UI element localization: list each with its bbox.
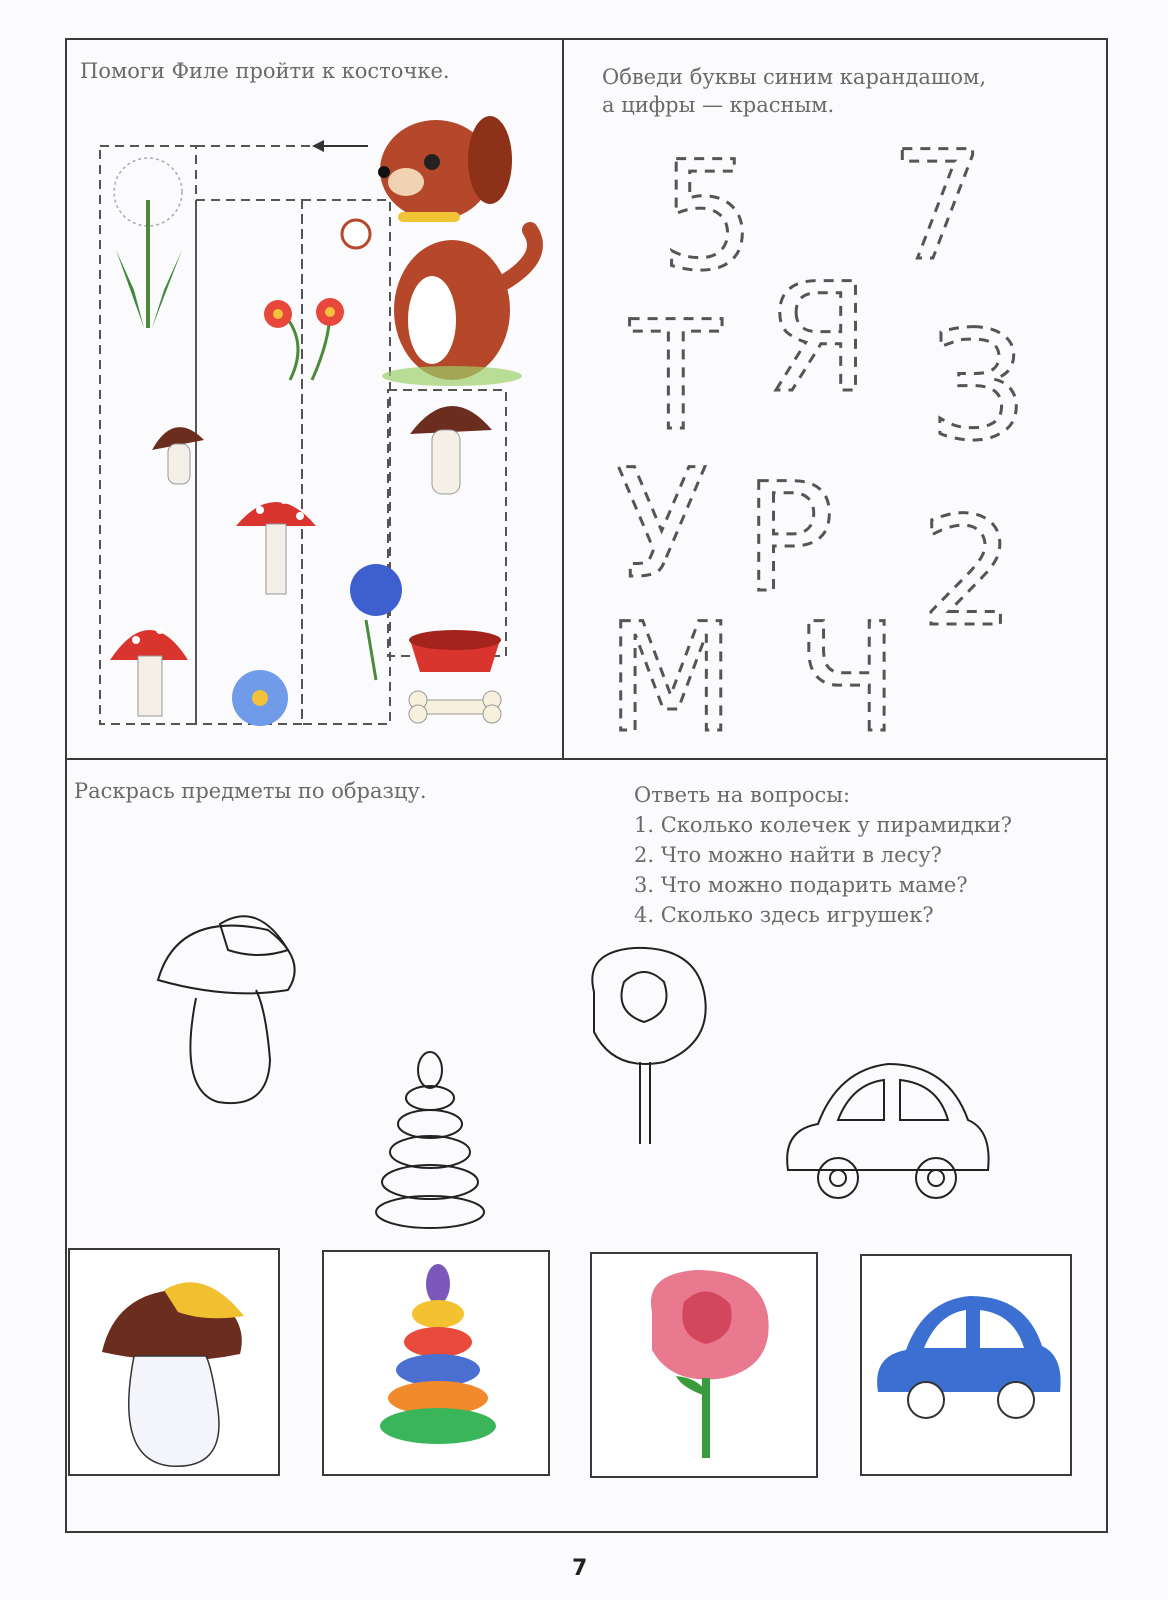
question-item: 4. Сколько здесь игрушек? — [634, 903, 934, 927]
red-flowers-icon — [264, 298, 344, 380]
outline-mushroom-icon[interactable] — [148, 890, 308, 1110]
question-item: 2. Что можно найти в лесу? — [634, 843, 942, 867]
cornflower-icon — [350, 564, 402, 680]
sample-box-pyramid — [322, 1250, 550, 1476]
pyramid-ring — [426, 1264, 450, 1304]
porcini-mushroom-icon — [410, 406, 492, 494]
trace-char[interactable]: 7 — [890, 120, 986, 294]
sample-box-rose — [590, 1252, 818, 1478]
trace-char[interactable]: У — [616, 438, 708, 612]
amanita-mushroom-icon — [110, 626, 188, 716]
trace-char[interactable]: Ч — [796, 592, 899, 766]
sample-box-car — [860, 1254, 1072, 1476]
pyramid-ring — [404, 1327, 472, 1357]
outline-pyramid-icon[interactable] — [372, 1050, 492, 1230]
maze-path-3 — [302, 200, 390, 724]
trace-char[interactable]: 5 — [660, 130, 756, 304]
question-item: 1. Сколько колечек у пирамидки? — [634, 813, 1013, 837]
maze-illustration — [80, 100, 560, 740]
trace-char[interactable]: 2 — [920, 486, 1016, 660]
maze-instruction: Помоги Филе пройти к косточке. — [80, 59, 450, 83]
pyramid-ring — [412, 1300, 464, 1328]
tracing-instruction-line2: а цифры — красным. — [602, 93, 835, 117]
maze-path-2 — [196, 200, 302, 724]
tracing-instruction-line1: Обведи буквы синим карандашом, — [602, 65, 987, 89]
coloring-instruction: Раскрась предметы по образцу. — [74, 779, 427, 803]
arrow-left-icon — [312, 140, 368, 152]
outline-car-icon[interactable] — [778, 1060, 998, 1210]
dog-bowl-icon — [409, 630, 501, 672]
tracing-area — [590, 120, 1050, 766]
bone-icon — [409, 691, 501, 723]
trace-char[interactable]: Т — [630, 290, 722, 464]
pyramid-ring — [380, 1408, 496, 1444]
page-number: 7 — [572, 1556, 588, 1581]
trace-char[interactable]: З — [930, 300, 1027, 474]
questions-list — [634, 810, 1012, 930]
outline-rose-icon[interactable] — [574, 942, 714, 1152]
divider-vertical — [562, 38, 564, 760]
trace-char[interactable]: Р — [744, 452, 835, 626]
dog-filya-icon — [342, 116, 535, 386]
sample-box-mushroom — [68, 1248, 280, 1476]
dandelion-icon — [114, 158, 182, 328]
question-item: 3. Что можно подарить маме? — [634, 873, 968, 897]
colored-car-icon — [870, 1292, 1060, 1432]
trace-char[interactable]: Я — [766, 252, 871, 426]
blue-flower-icon — [232, 670, 288, 726]
amanita-mushroom-icon — [236, 496, 316, 594]
questions-heading: Ответь на вопросы: — [634, 783, 851, 807]
colored-mushroom-icon — [94, 1260, 254, 1470]
trace-char[interactable]: М — [606, 592, 736, 766]
colored-pyramid-icon — [368, 1262, 508, 1462]
colored-rose-icon — [636, 1266, 776, 1466]
divider-horizontal — [65, 758, 1108, 760]
